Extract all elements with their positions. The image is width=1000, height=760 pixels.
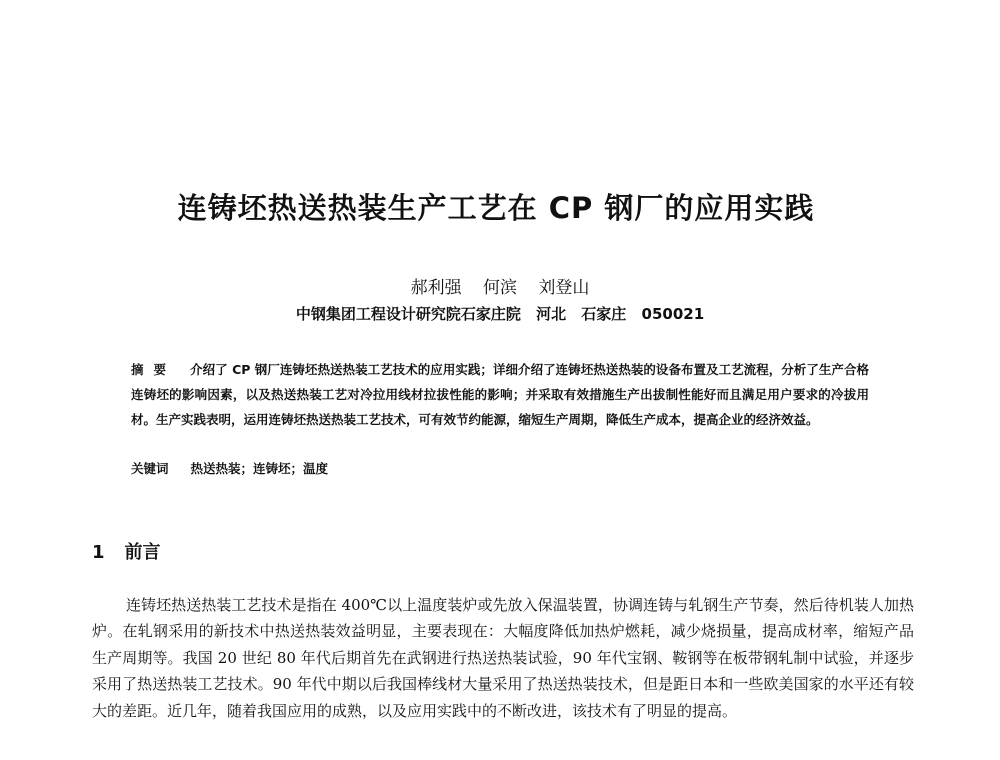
paper-affiliation: 中钢集团工程设计研究院石家庄院 河北 石家庄 050021 xyxy=(295,305,705,323)
keywords-text: 热送热装；连铸坯；温度 xyxy=(190,461,329,476)
abstract-block xyxy=(131,357,869,432)
paper-title: 连铸坯热送热装生产工艺在 CP 钢厂的应用实践 xyxy=(177,191,815,225)
keywords-label: 关键词 xyxy=(131,461,169,476)
keywords-block xyxy=(131,459,869,477)
section-title: 前言 xyxy=(124,542,161,563)
paper-authors: 郝利强 何滨 刘登山 xyxy=(410,278,590,298)
section-number: 1 xyxy=(92,542,105,563)
abstract-label: 摘要 xyxy=(131,362,177,377)
section-heading xyxy=(92,538,161,564)
body-paragraph: 连铸坯热送热装工艺技术是指在 400℃以上温度装炉或先放入保温装置，协调连铸与轧钢生产节奏，然后待机装人加热炉。在轧钢采用的新技术中热送热装效益明显，主要表现在：大幅度降低加热炉燃耗，减少烧损量，提高成材率，缩短产品生产周期等。我国 20 世纪 80 年代后期首先在武钢进行热送热装试验，90 年代宝钢、鞍钢等在板带钢轧制中试验，并逐步采用了热送热装工艺技术。90 年代中期以后我国棒线材大量采用了热送热装技术，但是距日本和一些欧美国家的水平还有较大的差距。近几年，随着我国应用的成熟，以及应用实践中的不断改进，该技术有了明显的提高。 xyxy=(92,596,914,720)
abstract-text: 介绍了 CP 钢厂连铸坯热送热装工艺技术的应用实践；详细介绍了连铸坯热送热装的设备布置及工艺流程，分析了生产合格连铸坯的影响因素，以及热送热装工艺对冷拉用线材拉拔性能的影响；并采取有效措施生产出拔制性能好而且满足用户要求的冷拔用材。生产实践表明，运用连铸坯热送热装工艺技术，可有效节约能源，缩短生产周期，降低生产成本，提高企业的经济效益。 xyxy=(131,362,869,427)
